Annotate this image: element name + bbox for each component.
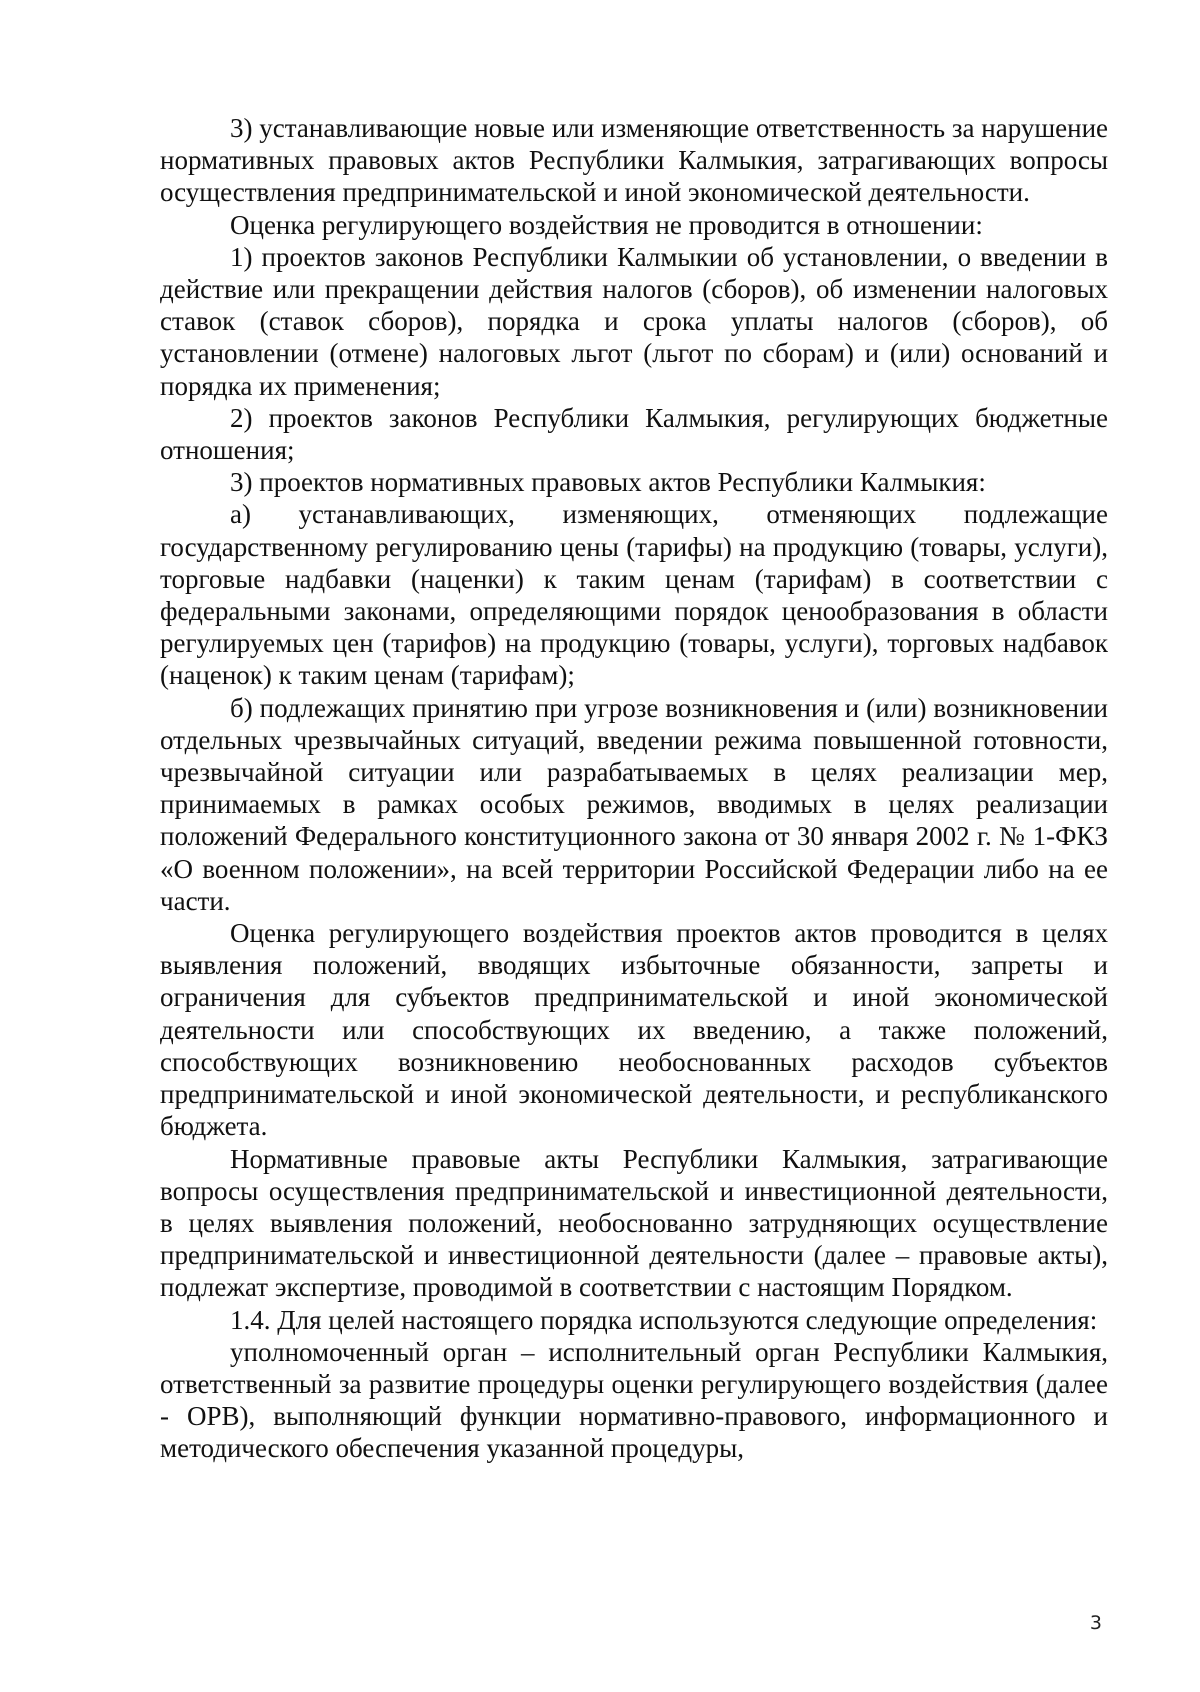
paragraph-normative-acts: 3) проектов нормативных правовых актов Республики Калмыкия: — [230, 467, 986, 498]
paragraph-budget-laws: 2) проектов законов Республики Калмыкия, регулирующих бюджетные отношения; — [160, 402, 1108, 466]
paragraph-exemptions-intro: Оценка регулирующего воздействия не проводится в отношении: — [230, 209, 983, 240]
paragraph-emergencies: б) подлежащих принятию при угрозе возникновения и (или) возникновении отдельных чрезвычайных ситуаций, введении режима повышенной готовности, чрезвычайной ситуации или разрабатываемых в целях реализации мер, принимаемых в рамках особых режимов, вводимых в целях реализации положений Федерального конституционного закона от 30 января 2002 г. № 1-ФКЗ «О военном положении», на всей территории Российской Федерации либо на ее части. — [160, 692, 1108, 916]
paragraph-expertise: Нормативные правовые акты Республики Калмыкия, затрагивающие вопросы осуществления предпринимательской и инвестиционной деятельности, в целях выявления положений, необоснованно затрудняющих осуществление предпринимательской и инвестиционной деятельности (далее – правовые акты), подлежат экспертизе, проводимой в соответствии с настоящим Порядком. — [160, 1143, 1108, 1303]
paragraph-liability: 3) устанавливающие новые или изменяющие ответственность за нарушение нормативных правовых актов Республики Калмыкия, затрагивающих вопросы осуществления предпринимательской и иной экономической деятельности. — [160, 113, 1108, 208]
paragraph-tariffs: а) устанавливающих, изменяющих, отменяющих подлежащие государственному регулированию цены (тарифы) на продукцию (товары, услуги), торговые надбавки (наценки) к таким ценам (тарифам) в соответствии с федеральными законами, определяющими порядок ценообразования в области регулируемых цен (тарифов) на продукцию (товары, услуги), торговых надбавок (наценок) к таким ценам (тарифам); — [160, 499, 1108, 691]
paragraph-tax-laws: 1) проектов законов Республики Калмыкии об установлении, о введении в действие или прекращении действия налогов (сборов), об изменении налоговых ставок (ставок сборов), порядка и срока уплаты налогов (сборов), об установлении (отмене) налоговых льгот (льгот по сборам) и (или) оснований и порядка их применения; — [160, 241, 1108, 401]
paragraph-assessment-purpose: Оценка регулирующего воздействия проектов актов проводится в целях выявления положений, вводящих избыточные обязанности, запреты и ограничения для субъектов предпринимательской и иной экономической деятельности или способствующих их введению, а также положений, способствующих возникновению необоснованных расходов субъектов предпринимательской и иной экономической деятельности, и республиканского бюджета. — [160, 918, 1108, 1142]
paragraph-definitions-intro: 1.4. Для целей настоящего порядка используются следующие определения: — [230, 1304, 1098, 1335]
page-number: 3 — [1089, 1612, 1102, 1634]
paragraph-authorized-body: уполномоченный орган – исполнительный орган Республики Калмыкия, ответственный за развитие процедуры оценки регулирующего воздействия (далее - ОРВ), выполняющий функции нормативно-правового, информационного и методического обеспечения указанной процедуры, — [160, 1336, 1108, 1464]
document-body — [160, 112, 1108, 1465]
